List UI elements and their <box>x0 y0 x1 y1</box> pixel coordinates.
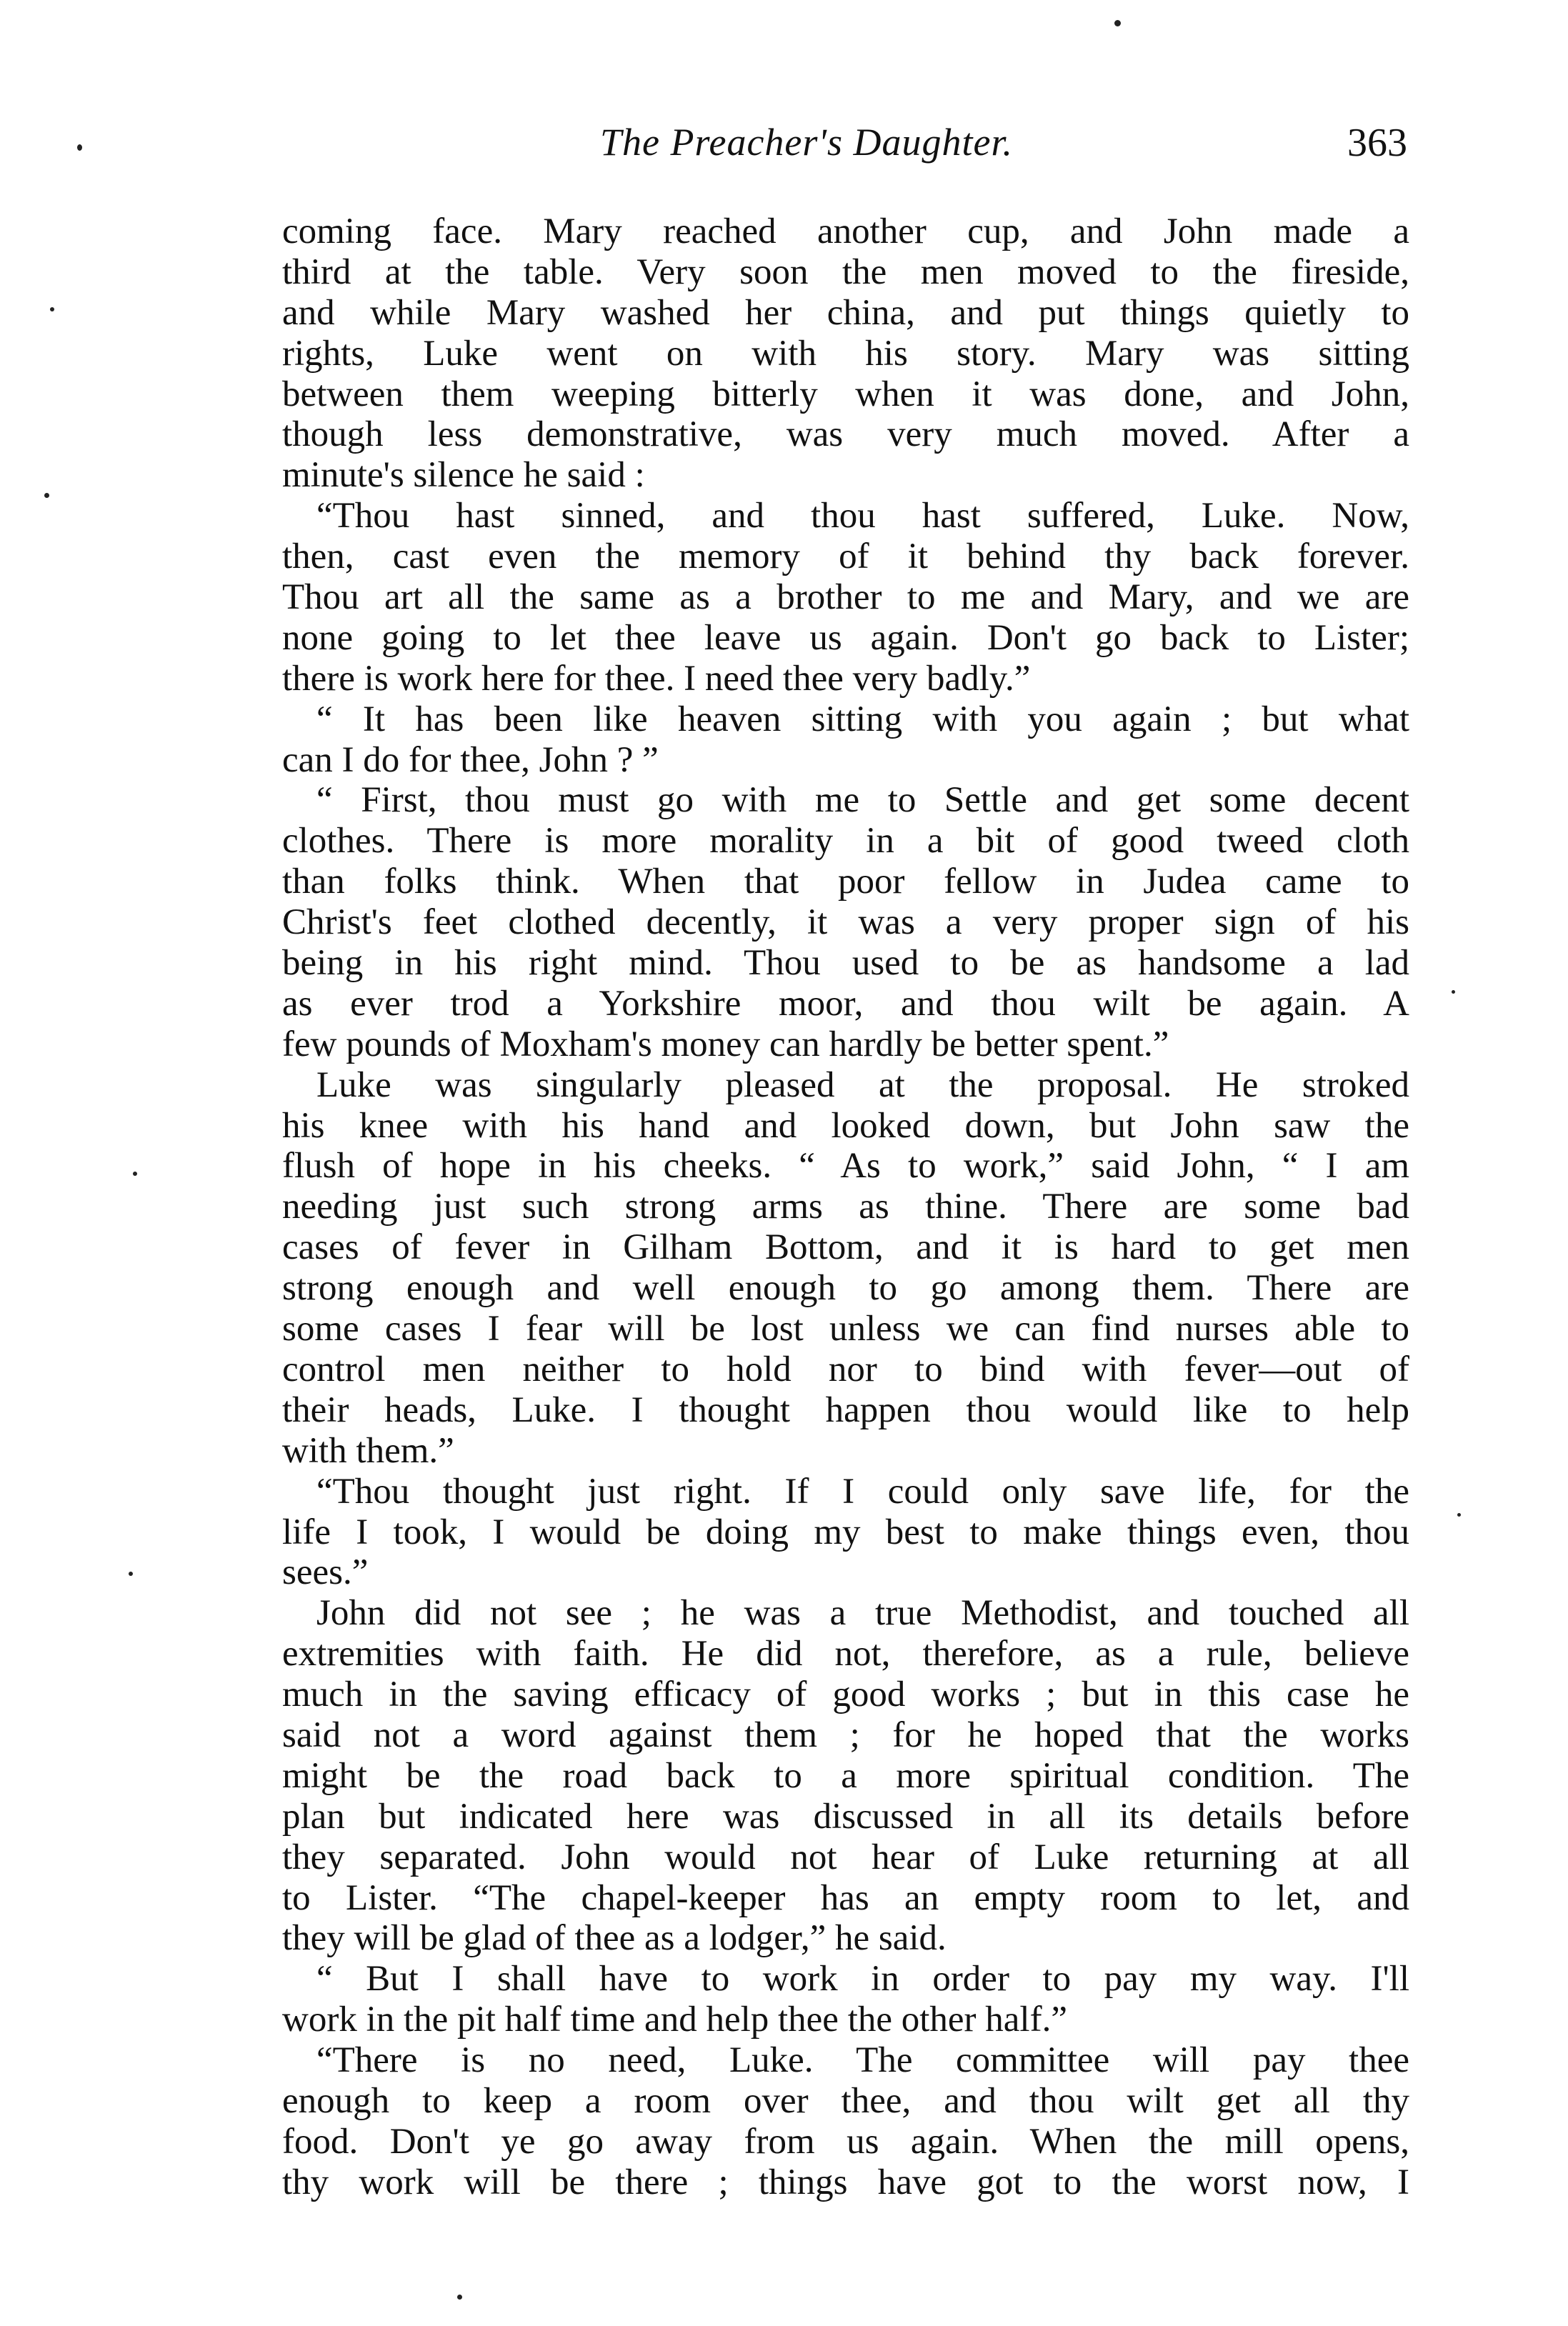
text-line: coming face. Mary reached another cup, and John made a <box>282 211 1409 251</box>
text-line: there is work here for thee. I need thee very badly.” <box>282 658 1031 699</box>
scan-speck <box>1457 1513 1461 1517</box>
text-line: Luke was singularly pleased at the proposal. He stroked <box>316 1064 1409 1105</box>
text-line: third at the table. Very soon the men moved to the fireside, <box>282 251 1409 292</box>
scan-speck <box>1452 990 1455 994</box>
text-line: might be the road back to a more spiritual condition. The <box>282 1755 1409 1796</box>
text-line: rights, Luke went on with his story. Mary was sitting <box>282 333 1409 374</box>
text-line: said not a word against them ; for he hoped that the works <box>282 1714 1409 1755</box>
text-line: “Thou hast sinned, and thou hast suffered, Luke. Now, <box>316 496 1409 536</box>
text-line: none going to let thee leave us again. Don't go back to Lister; <box>282 617 1409 658</box>
text-line: few pounds of Moxham's money can hardly be better spent.” <box>282 1024 1169 1064</box>
text-line: enough to keep a room over thee, and thou wilt get all thy <box>282 2080 1409 2121</box>
text-line: life I took, I would be doing my best to make things even, thou <box>282 1512 1409 1552</box>
text-line: between them weeping bitterly when it was done, and John, <box>282 374 1409 414</box>
text-line: clothes. There is more morality in a bit of good tweed cloth <box>282 821 1409 862</box>
scan-speck <box>1114 20 1121 26</box>
scan-speck <box>44 493 49 498</box>
text-line: “There is no need, Luke. The committee will pay thee <box>316 2040 1409 2081</box>
text-line: minute's silence he said : <box>282 455 645 496</box>
scan-speck <box>77 144 82 151</box>
text-line: cases of fever in Gilham Bottom, and it is hard to get men <box>282 1227 1409 1268</box>
text-line: they separated. John would not hear of Luke returning at all <box>282 1837 1409 1877</box>
text-line: Christ's feet clothed decently, it was a very proper sign of his <box>282 902 1409 943</box>
page-number: 363 <box>1347 121 1407 165</box>
text-line: strong enough and well enough to go among them. There are <box>282 1268 1409 1309</box>
text-line: can I do for thee, John ? ” <box>282 739 659 780</box>
text-line: though less demonstrative, was very much moved. After a <box>282 414 1409 455</box>
text-line: and while Mary washed her china, and put things quietly to <box>282 292 1409 333</box>
text-line: “ But I shall have to work in order to pay my way. I'll <box>316 1959 1409 2000</box>
text-line: flush of hope in his cheeks. “ As to work,” said John, “ I am <box>282 1146 1409 1187</box>
text-line: sees.” <box>282 1552 369 1593</box>
text-line: his knee with his hand and looked down, but John saw the <box>282 1105 1409 1146</box>
text-line: plan but indicated here was discussed in all its details before <box>282 1796 1409 1837</box>
text-line: much in the saving efficacy of good works ; but in this case he <box>282 1674 1409 1715</box>
text-line: “ First, thou must go with me to Settle and get some decent <box>316 780 1409 821</box>
body-text <box>282 211 1409 2203</box>
text-line: work in the pit half time and help thee the other half.” <box>282 2000 1067 2040</box>
text-line: to Lister. “The chapel-keeper has an empty room to let, and <box>282 1877 1409 1918</box>
text-line: then, cast even the memory of it behind thy back forever. <box>282 536 1409 577</box>
text-line: being in his right mind. Thou used to be as handsome a lad <box>282 943 1409 984</box>
text-line: control men neither to hold nor to bind with fever—out of <box>282 1349 1409 1389</box>
running-title: The Preacher's Daughter. <box>600 121 1013 164</box>
text-line: with them.” <box>282 1430 454 1471</box>
text-line: Thou art all the same as a brother to me and Mary, and we are <box>282 577 1409 618</box>
text-line: some cases I fear will be lost unless we can find nurses able to <box>282 1309 1409 1349</box>
scan-speck <box>133 1172 137 1176</box>
text-line: thy work will be there ; things have got to the worst now, I <box>282 2162 1409 2202</box>
text-line: needing just such strong arms as thine. There are some bad <box>282 1187 1409 1227</box>
text-line: they will be glad of thee as a lodger,” he said. <box>282 1918 947 1959</box>
text-line: “Thou thought just right. If I could only save life, for the <box>316 1471 1409 1512</box>
text-line: “ It has been like heaven sitting with you again ; but what <box>316 699 1409 739</box>
text-line: food. Don't ye go away from us again. When the mill opens, <box>282 2121 1409 2162</box>
text-line: than folks think. When that poor fellow in Judea came to <box>282 862 1409 902</box>
text-line: John did not see ; he was a true Methodist, and touched all <box>316 1593 1409 1634</box>
text-line: as ever trod a Yorkshire moor, and thou wilt be again. A <box>282 983 1409 1024</box>
text-line: their heads, Luke. I thought happen thou would like to help <box>282 1389 1409 1430</box>
scan-speck <box>457 2295 462 2300</box>
scan-speck <box>129 1572 133 1576</box>
running-head <box>282 113 1407 170</box>
scan-speck <box>50 307 54 311</box>
text-line: extremities with faith. He did not, therefore, as a rule, believe <box>282 1634 1409 1674</box>
